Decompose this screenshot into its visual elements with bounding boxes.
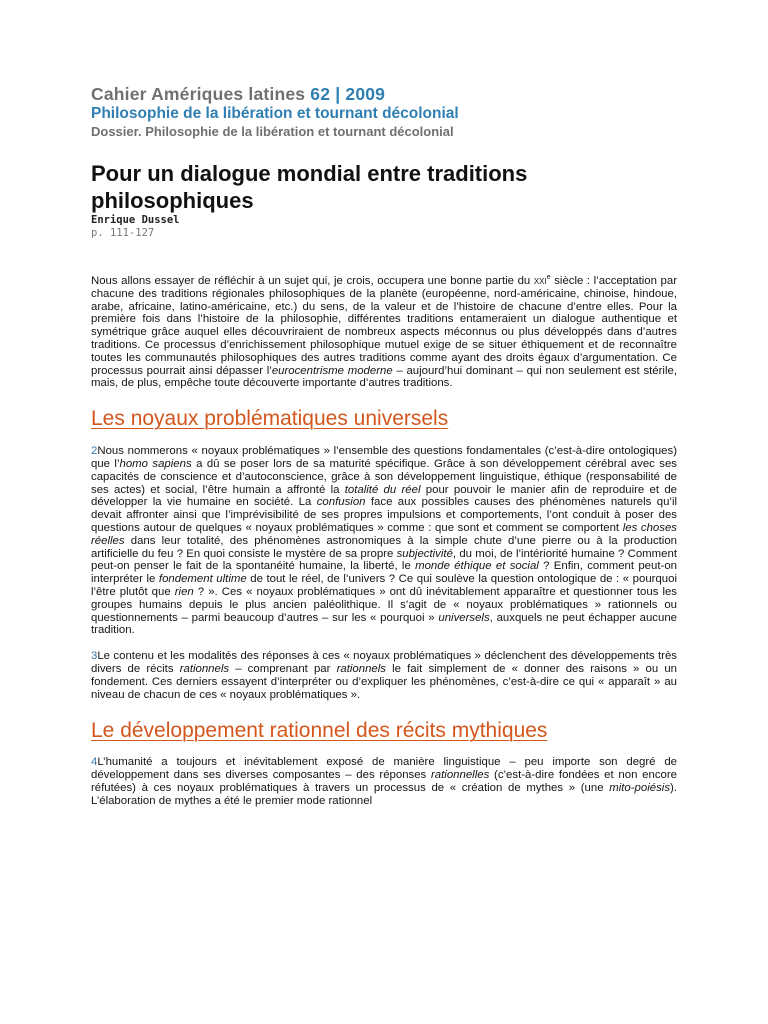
paragraph-1: Nous allons essayer de réfléchir à un sujet qui, je crois, occupera une bonne partie du xxi$^e$ siècle : l’acceptation par chacune des traditions régionales philosophiques de la planète (européenne, nord-américaine, chinoise, hindoue, arabe, africaine, latino-américaine, etc.) du sens, de la valeur et de l’histoire de chacune d’entre elles. Pour la première fois dans l’histoire de la philosophie, différentes traditions entameraient un dialogue authentique et symétrique grâce auquel elles découvriraient de nombreux aspects méconnus ou plus développés dans d’autres traditions. Ce processus d’enrichissement philosophique mutuel exige de se situer éthiquement et de reconnaître toutes les communautés philosophiques des autres traditions comme ayant des droits égaux d’argumentation. Ce processus pourrait ainsi dépasser l’eurocentrisme moderne – aujourd’hui dominant – qui non seulement est stérile, mais, de plus, empêche toute découverte importante d’autres traditions. — [91, 274, 678, 390]
paragraph-number[interactable]: 3 — [91, 650, 98, 663]
page-range: p. 111-127 — [91, 227, 155, 239]
journal-header — [91, 84, 677, 104]
section-heading-recits[interactable]: Le développement rationnel des récits mythiques — [91, 719, 548, 743]
section-heading-noyaux[interactable]: Les noyaux problématiques universels — [91, 407, 449, 431]
issue-number[interactable]: 62 | 2009 — [310, 84, 386, 104]
paragraph-number[interactable]: 2 — [91, 445, 98, 458]
journal-name[interactable]: Cahier Amériques latines — [91, 84, 306, 104]
issue-theme[interactable]: Philosophie de la libération et tournant décolonial — [91, 105, 459, 122]
dossier-label[interactable]: Dossier. Philosophie de la libération et tournant décolonial — [91, 124, 454, 139]
paragraph-3: 3Le contenu et les modalités des réponses à ces « noyaux problématiques » déclenchent des développements très divers de récits rationnels – comprenant par rationnels le fait simplement de « donner des raisons » ou un fondement. Ces derniers essayent d’interpréter ou d’expliquer les phénomènes, c’est-à-dire ce qui « apparaît » au niveau de chacun de ces « noyaux problématiques ». — [91, 650, 678, 701]
paragraph-2: 2Nous nommerons « noyaux problématiques » l’ensemble des questions fondamentales (c’est-à-dire ontologiques) que l’homo sapiens a dû se poser lors de sa maturité spécifique. Grâce à son développement cérébral avec ses capacités de conscience et d’autoconscience, grâce à son développement linguistique, éthique (responsabilité de ses actes) et social, l’être humain a affronté la totalité du réel pour pouvoir le manier afin de reproduire et de développer la vie humaine en société. La confusion face aux possibles causes des phénomènes naturels qu’il devait affronter ainsi que l’imprévisibilité de ses propres impulsions et comportements, l’ont conduit à poser des questions autour de quelques « noyaux problématiques » comme : que sont et comment se comportent les choses réelles dans leur totalité, des phénomènes astronomiques à la simple chute d’une pierre ou à la production artificielle du feu ? En quoi consiste le mystère de sa propre subjectivité, du moi, de l’intériorité humaine ? Comment peut-on penser le fait de la spontanéité humaine, la liberté, le monde éthique et social ? Enfin, comment peut-on interpréter le fondement ultime de tout le réel, de l’univers ? Ce qui soulève la question ontologique de : « pourquoi l’être plutôt que rien ? ». Ces « noyaux problématiques » ont dû inévitablement apparaître et questionner tous les groupes humains depuis le plus ancien paléolithique. Il s’agit de « noyaux problématiques » rationnels ou questionnements – parmi beaucoup d’autres – sur les « pourquoi » universels, auxquels ne peut échapper aucune tradition. — [91, 445, 678, 637]
author-name[interactable]: Enrique Dussel — [91, 214, 180, 226]
article-title: Pour un dialogue mondial entre traditions philosophiques — [91, 161, 528, 213]
paragraph-4: 4L’humanité a toujours et inévitablement exposé de manière linguistique – peu importe son degré de développement dans ses diverses composantes – des réponses rationnelles (c’est-à-dire fondées et non encore réfutées) à ces noyaux problématiques à travers un processus de « création de mythes » (une mito-poiésis). L’élaboration de mythes a été le premier mode rationnel — [91, 756, 678, 807]
paragraph-number[interactable]: 4 — [91, 756, 98, 769]
